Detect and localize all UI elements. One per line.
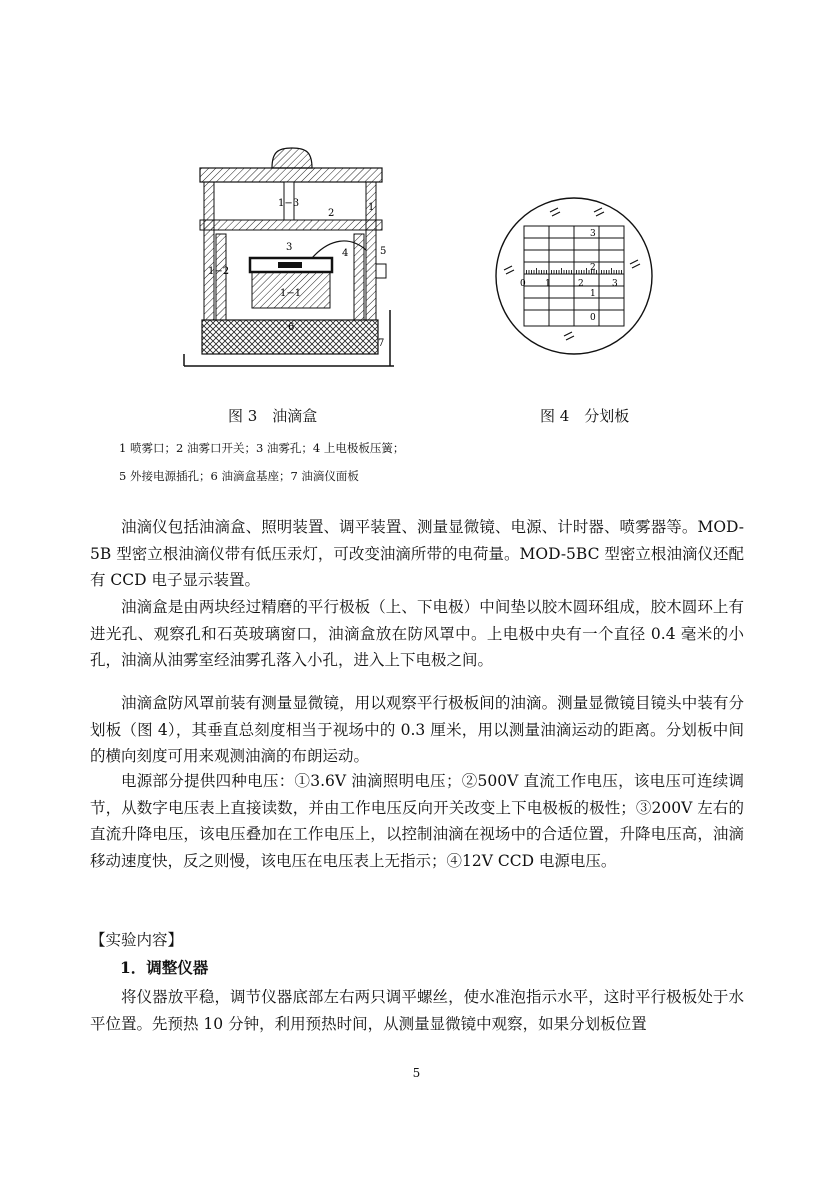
label-2: 2 xyxy=(328,208,335,219)
paragraph-5: 将仪器放平稳，调节仪器底部左右两只调平螺丝，使水准泡指示水平，这时平行极板处于水平位置。先预热 10 分钟，利用预热时间，从测量显微镜中观察，如果分划板位置 xyxy=(90,988,744,1033)
subsection-heading: 1．调整仪器 xyxy=(120,958,209,977)
legend-line-2: 5 外接电源插孔；6 油滴盒基座；7 油滴仪面板 xyxy=(119,469,359,483)
paragraph-1: 油滴仪包括油滴盒、照明装置、调平装置、测量显微镜、电源、计时器、喷雾器等。MOD-5B 型密立根油滴仪带有低压汞灯，可改变油滴所带的电荷量。MOD-5BC 型密立根油滴仪还配有 CCD 电子显示装置。 xyxy=(90,518,744,589)
vertical-label-2: 2 xyxy=(590,263,596,273)
fig4-caption: 图 4 分划板 xyxy=(540,407,630,425)
reticle-figure xyxy=(494,196,654,356)
scale-label-1: 1 xyxy=(545,279,551,289)
page-number: 5 xyxy=(412,1066,421,1080)
label-4: 4 xyxy=(342,248,349,259)
scale-label-3: 3 xyxy=(612,279,618,289)
paragraph-2: 油滴盒是由两块经过精磨的平行极板（上、下电极）中间垫以胶木圆环组成，胶木圆环上有进光孔、观察孔和石英玻璃窗口，油滴盒放在防风罩中。上电极中央有一个直径 0.4 毫米的小孔，油滴从油雾室经油雾孔落入小孔，进入上下电极之间。 xyxy=(90,598,744,669)
label-1-2: 1−2 xyxy=(208,266,230,277)
fig3-caption: 图 3 油滴盒 xyxy=(228,407,318,425)
vertical-label-0: 0 xyxy=(590,313,596,323)
label-1-3: 1−3 xyxy=(278,198,300,209)
section-heading: 【实验内容】 xyxy=(90,931,184,949)
label-3: 3 xyxy=(286,242,293,253)
scale-label-2: 2 xyxy=(578,279,584,289)
label-1-1: 1−1 xyxy=(280,288,302,299)
label-6: 6 xyxy=(288,322,295,333)
legend-line-1: 1 喷雾口；2 油雾口开关；3 油雾孔；4 上电极板压簧； xyxy=(119,441,405,455)
paragraph-3: 油滴盒防风罩前装有测量显微镜，用以观察平行极板间的油滴。测量显微镜目镜头中装有分划板（图 4），其垂直总刻度相当于视场中的 0.3 厘米，用以测量油滴运动的距离。分划板中间的横向刻度可用来观测油滴的布朗运动。 xyxy=(90,694,744,765)
label-5: 5 xyxy=(380,246,387,257)
label-7: 7 xyxy=(378,338,385,349)
vertical-label-3: 3 xyxy=(590,229,596,239)
paragraph-4: 电源部分提供四种电压：①3.6V 油滴照明电压；②500V 直流工作电压，该电压可连续调节，从数字电压表上直接读数，并由工作电压反向开关改变上下电极板的极性；③200V 左右的直流升降电压，该电压叠加在工作电压上，以控制油滴在视场中的合适位置，升降电压高，油滴移动速度快，反之则慢，该电压在电压表上无指示；④12V CCD 电源电压。 xyxy=(90,772,744,870)
scale-label-0: 0 xyxy=(520,279,526,289)
vertical-label-1: 1 xyxy=(590,289,596,299)
oil-drop-box-figure xyxy=(180,140,402,372)
label-1: 1 xyxy=(368,202,375,213)
